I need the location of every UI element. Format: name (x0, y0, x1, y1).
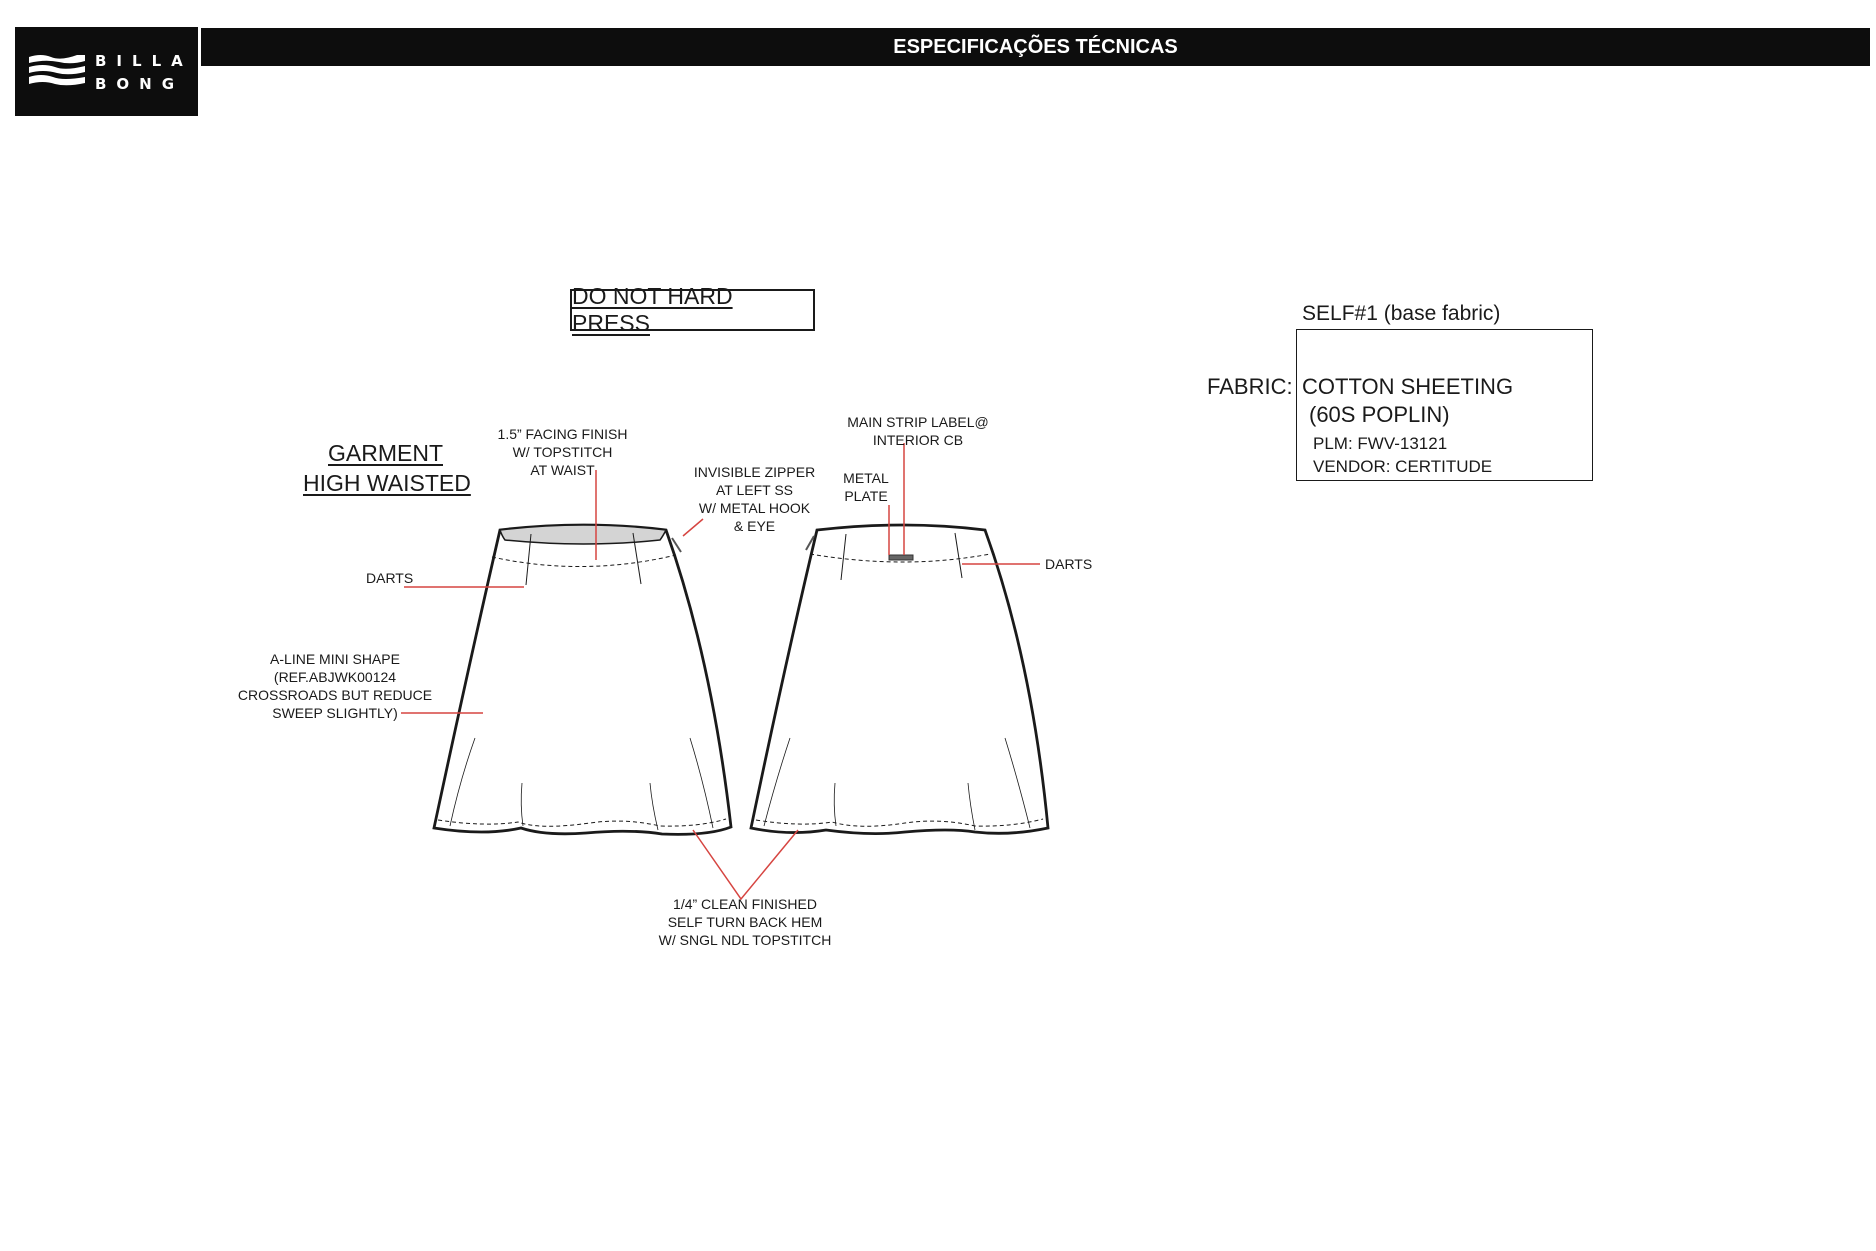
fabric-vendor: VENDOR: CERTITUDE (1313, 457, 1493, 476)
brand-name-line2: BONG (95, 75, 185, 93)
callout-zipper: INVISIBLE ZIPPER AT LEFT SS W/ METAL HOOK & EYE (693, 464, 816, 534)
front-skirt-sketch (434, 525, 731, 834)
do-not-press-note: DO NOT HARD PRESS (570, 289, 815, 331)
garment-label: GARMENT (328, 440, 443, 466)
page-title: ESPECIFICAÇÕES TÉCNICAS (201, 28, 1870, 66)
fabric-heading: SELF#1 (base fabric) (1302, 302, 1501, 325)
callout-metal-plate: METAL PLATE (843, 470, 889, 504)
fabric-plm: PLM: FWV-13121 (1313, 434, 1448, 453)
callout-facing: 1.5” FACING FINISH W/ TOPSTITCH AT WAIST (497, 426, 628, 478)
metal-plate-icon (889, 555, 913, 560)
callout-label: MAIN STRIP LABEL@ INTERIOR CB (847, 414, 989, 448)
fabric-type: (60S POPLIN) (1309, 402, 1450, 427)
callout-aline: A-LINE MINI SHAPE (REF.ABJWK00124 CROSSROADS BUT REDUCE SWEEP SLIGHTLY) (237, 651, 433, 721)
callout-darts-front: DARTS (366, 570, 414, 586)
fabric-name: COTTON SHEETING (1302, 374, 1514, 399)
fabric-label: FABRIC: (1207, 374, 1293, 399)
callout-line-hem (693, 830, 798, 899)
front-skirt-outline (434, 525, 731, 834)
waist-facing (500, 525, 666, 544)
back-skirt-outline (751, 525, 1048, 834)
brand-name-line1: BILLA (95, 52, 193, 70)
callout-darts-back: DARTS (1045, 556, 1093, 572)
callout-hem: 1/4” CLEAN FINISHED SELF TURN BACK HEM W/ SNGL NDL TOPSTITCH (658, 896, 832, 948)
back-skirt-sketch (751, 525, 1048, 834)
high-waisted-label: HIGH WAISTED (303, 470, 471, 496)
